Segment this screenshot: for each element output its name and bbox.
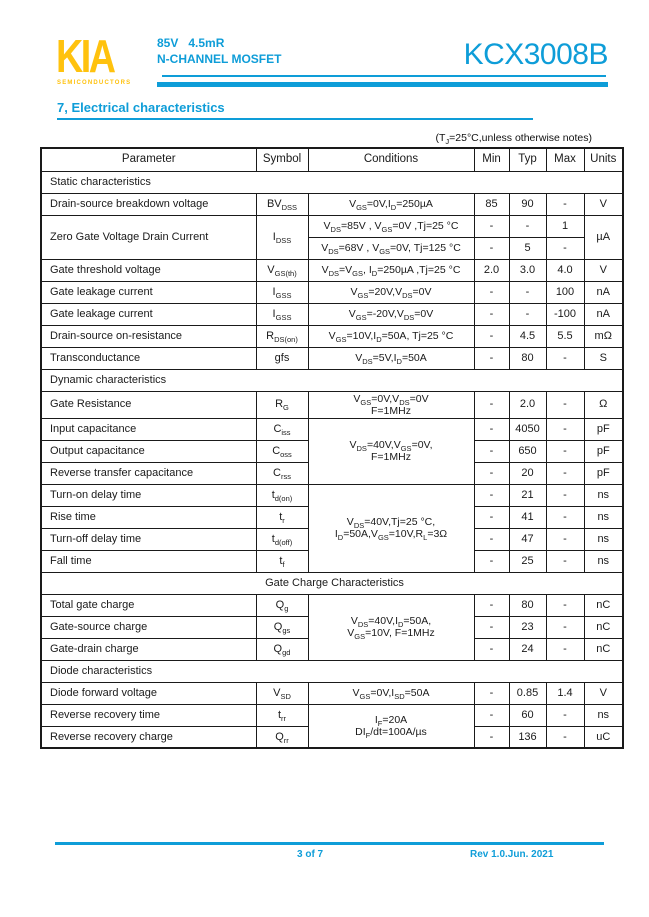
section-row <box>41 572 623 594</box>
param-cell: Total gate charge <box>41 594 256 616</box>
table-row <box>41 325 623 347</box>
col-header-units: Units <box>584 148 623 171</box>
section-label: Gate Charge Characteristics <box>41 572 623 594</box>
typ-cell: 25 <box>509 550 546 572</box>
section-heading: 7, Electrical characteristics <box>57 100 533 120</box>
min-cell: - <box>474 726 509 748</box>
symbol-cell: $Q_g$ <box>256 594 308 616</box>
param-cell: Drain-source breakdown voltage <box>41 193 256 215</box>
typ-cell: 21 <box>509 484 546 506</box>
max-cell: 5.5 <box>546 325 584 347</box>
min-cell: - <box>474 704 509 726</box>
col-header-typ: Typ <box>509 148 546 171</box>
symbol-cell: $BV_{DSS}$ <box>256 193 308 215</box>
units-cell: V <box>584 682 623 704</box>
min-cell: - <box>474 638 509 660</box>
param-cell: Reverse recovery charge <box>41 726 256 748</box>
min-cell: - <box>474 303 509 325</box>
symbol-cell: $t_{d(on)}$ <box>256 484 308 506</box>
min-cell: - <box>474 550 509 572</box>
table-row <box>41 281 623 303</box>
typ-cell: 80 <box>509 594 546 616</box>
max-cell: - <box>546 440 584 462</box>
conditions-cell: $V_{GS}=0V,I_D=250\mu A$ <box>308 193 474 215</box>
section-label: Dynamic characteristics <box>41 369 623 391</box>
param-cell: Gate leakage current <box>41 303 256 325</box>
symbol-cell: $Q_{gd}$ <box>256 638 308 660</box>
max-cell: - <box>546 638 584 660</box>
col-header-conditions: Conditions <box>308 148 474 171</box>
typ-cell: - <box>509 281 546 303</box>
units-cell: nC <box>584 638 623 660</box>
max-cell: - <box>546 528 584 550</box>
col-header-min: Min <box>474 148 509 171</box>
units-cell: pF <box>584 462 623 484</box>
typ-cell: 80 <box>509 347 546 369</box>
min-cell: - <box>474 440 509 462</box>
units-cell: nC <box>584 616 623 638</box>
table-row <box>41 303 623 325</box>
conditions-cell: $I_F=20A$ $DI_F/dt=100A/\mu s$ <box>308 704 474 748</box>
min-cell: 2.0 <box>474 259 509 281</box>
units-cell: nA <box>584 281 623 303</box>
part-spec-voltage-resistance: 85V 4.5mR <box>157 36 225 50</box>
symbol-cell: $I_{GSS}$ <box>256 303 308 325</box>
param-cell: Fall time <box>41 550 256 572</box>
param-cell: Gate leakage current <box>41 281 256 303</box>
max-cell: - <box>546 726 584 748</box>
units-cell: nC <box>584 594 623 616</box>
table-header-row <box>41 148 623 171</box>
min-cell: - <box>474 506 509 528</box>
min-cell: - <box>474 237 509 259</box>
param-cell: Gate-source charge <box>41 616 256 638</box>
min-cell: - <box>474 418 509 440</box>
param-cell: Turn-on delay time <box>41 484 256 506</box>
conditions-cell: $V_{DS}=68V$ , $V_{GS}=0V$, Tj=125 °C <box>308 237 474 259</box>
conditions-cell: $V_{GS}=0V,I_{SD}=50A$ <box>308 682 474 704</box>
table-row <box>41 484 623 506</box>
max-cell: - <box>546 484 584 506</box>
max-cell: - <box>546 418 584 440</box>
header-rule-thin <box>162 75 606 77</box>
section-label: Diode characteristics <box>41 660 623 682</box>
typ-cell: 4050 <box>509 418 546 440</box>
typ-cell: 60 <box>509 704 546 726</box>
min-cell: 85 <box>474 193 509 215</box>
section-row <box>41 660 623 682</box>
table-row <box>41 193 623 215</box>
symbol-cell: $C_{oss}$ <box>256 440 308 462</box>
symbol-cell: $V_{GS(th)}$ <box>256 259 308 281</box>
footer-rule <box>55 842 604 845</box>
param-cell: Rise time <box>41 506 256 528</box>
typ-cell: 136 <box>509 726 546 748</box>
max-cell: - <box>546 391 584 418</box>
symbol-cell: $t_{rr}$ <box>256 704 308 726</box>
symbol-cell: $Q_{gs}$ <box>256 616 308 638</box>
max-cell: 100 <box>546 281 584 303</box>
param-cell: Input capacitance <box>41 418 256 440</box>
table-row <box>41 391 623 418</box>
footer-revision: Rev 1.0.Jun. 2021 <box>470 849 554 860</box>
max-cell: - <box>546 506 584 528</box>
table-row <box>41 259 623 281</box>
max-cell: -100 <box>546 303 584 325</box>
symbol-cell: $t_{d(off)}$ <box>256 528 308 550</box>
part-spec-type: N-CHANNEL MOSFET <box>157 52 282 66</box>
units-cell: nA <box>584 303 623 325</box>
min-cell: - <box>474 594 509 616</box>
symbol-cell: $R_G$ <box>256 391 308 418</box>
units-cell: pF <box>584 440 623 462</box>
header-rule-thick <box>157 82 608 87</box>
conditions-cell: $V_{GS}=-20V,V_{DS}=0V$ <box>308 303 474 325</box>
max-cell: - <box>546 237 584 259</box>
typ-cell: 4.5 <box>509 325 546 347</box>
units-cell: ns <box>584 550 623 572</box>
min-cell: - <box>474 325 509 347</box>
table-note: ($T_J=25^\circ C,unless$ otherwise notes) <box>435 132 592 147</box>
symbol-cell: $I_{GSS}$ <box>256 281 308 303</box>
max-cell: - <box>546 704 584 726</box>
param-cell: Gate Resistance <box>41 391 256 418</box>
param-cell: Transconductance <box>41 347 256 369</box>
conditions-cell: $V_{DS}=V_{GS}$, $I_D=250\mu A$ ,Tj=25 °C <box>308 259 474 281</box>
param-cell: Gate-drain charge <box>41 638 256 660</box>
conditions-cell: $V_{DS}=85V$ , $V_{GS}=0V$ ,Tj=25 °C <box>308 215 474 237</box>
table-row <box>41 682 623 704</box>
param-cell: Zero Gate Voltage Drain Current <box>41 215 256 259</box>
param-cell: Turn-off delay time <box>41 528 256 550</box>
section-row <box>41 369 623 391</box>
conditions-cell: $V_{DS}=40V,V_{GS}=0V$, F=1MHz <box>308 418 474 484</box>
param-cell: Reverse recovery time <box>41 704 256 726</box>
typ-cell: 90 <box>509 193 546 215</box>
units-cell: mΩ <box>584 325 623 347</box>
units-cell: Ω <box>584 391 623 418</box>
conditions-cell: $V_{GS}=0V,V_{DS}=0V$ F=1MHz <box>308 391 474 418</box>
symbol-cell: $t_f$ <box>256 550 308 572</box>
units-cell: uC <box>584 726 623 748</box>
col-header-symbol: Symbol <box>256 148 308 171</box>
units-cell: ns <box>584 528 623 550</box>
min-cell: - <box>474 281 509 303</box>
max-cell: - <box>546 462 584 484</box>
max-cell: - <box>546 193 584 215</box>
conditions-cell: $V_{GS}=20V,V_{DS}=0V$ <box>308 281 474 303</box>
param-cell: Drain-source on-resistance <box>41 325 256 347</box>
table-row <box>41 215 623 237</box>
units-cell: µA <box>584 215 623 259</box>
section-row <box>41 171 623 193</box>
min-cell: - <box>474 347 509 369</box>
typ-cell: 20 <box>509 462 546 484</box>
units-cell: V <box>584 193 623 215</box>
col-header-max: Max <box>546 148 584 171</box>
min-cell: - <box>474 616 509 638</box>
electrical-characteristics-table <box>40 147 622 749</box>
max-cell: - <box>546 550 584 572</box>
table-row <box>41 704 623 726</box>
param-cell: Diode forward voltage <box>41 682 256 704</box>
conditions-cell: $V_{DS}=40V,I_D=50A$, $V_{GS}=10V$, F=1MHz <box>308 594 474 660</box>
min-cell: - <box>474 484 509 506</box>
symbol-cell: $t_r$ <box>256 506 308 528</box>
table-row <box>41 594 623 616</box>
typ-cell: 41 <box>509 506 546 528</box>
typ-cell: 23 <box>509 616 546 638</box>
symbol-cell: gfs <box>256 347 308 369</box>
brand-tagline: SEMICONDUCTORS <box>57 80 132 86</box>
symbol-cell: $C_{iss}$ <box>256 418 308 440</box>
part-number: KCX3008B <box>463 38 608 71</box>
typ-cell: - <box>509 215 546 237</box>
symbol-cell: $Q_{rr}$ <box>256 726 308 748</box>
brand-logo: KIA <box>56 30 114 82</box>
max-cell: - <box>546 616 584 638</box>
units-cell: ns <box>584 484 623 506</box>
max-cell: - <box>546 594 584 616</box>
typ-cell: 3.0 <box>509 259 546 281</box>
typ-cell: 24 <box>509 638 546 660</box>
units-cell: pF <box>584 418 623 440</box>
symbol-cell: $R_{DS(on)}$ <box>256 325 308 347</box>
section-label: Static characteristics <box>41 171 623 193</box>
min-cell: - <box>474 528 509 550</box>
units-cell: V <box>584 259 623 281</box>
units-cell: S <box>584 347 623 369</box>
param-cell: Reverse transfer capacitance <box>41 462 256 484</box>
symbol-cell: $I_{DSS}$ <box>256 215 308 259</box>
typ-cell: 47 <box>509 528 546 550</box>
param-cell: Output capacitance <box>41 440 256 462</box>
min-cell: - <box>474 682 509 704</box>
max-cell: 1 <box>546 215 584 237</box>
typ-cell: 2.0 <box>509 391 546 418</box>
typ-cell: 5 <box>509 237 546 259</box>
param-cell: Gate threshold voltage <box>41 259 256 281</box>
min-cell: - <box>474 215 509 237</box>
conditions-cell: $V_{GS}=10V,I_D=50A$, Tj=25 °C <box>308 325 474 347</box>
table-row <box>41 347 623 369</box>
min-cell: - <box>474 462 509 484</box>
units-cell: ns <box>584 506 623 528</box>
symbol-cell: $C_{rss}$ <box>256 462 308 484</box>
symbol-cell: $V_{SD}$ <box>256 682 308 704</box>
footer-page-number: 3 of 7 <box>297 849 324 860</box>
typ-cell: 650 <box>509 440 546 462</box>
max-cell: - <box>546 347 584 369</box>
units-cell: ns <box>584 704 623 726</box>
table-row <box>41 418 623 440</box>
conditions-cell: $V_{DS}=5V,I_D=50A$ <box>308 347 474 369</box>
typ-cell: - <box>509 303 546 325</box>
min-cell: - <box>474 391 509 418</box>
max-cell: 1.4 <box>546 682 584 704</box>
max-cell: 4.0 <box>546 259 584 281</box>
typ-cell: 0.85 <box>509 682 546 704</box>
col-header-parameter: Parameter <box>41 148 256 171</box>
conditions-cell: $V_{DS}=40V,Tj=25$ °C, $I_D=50A,V_{GS}=10V,R_L=3\Omega$ <box>308 484 474 572</box>
